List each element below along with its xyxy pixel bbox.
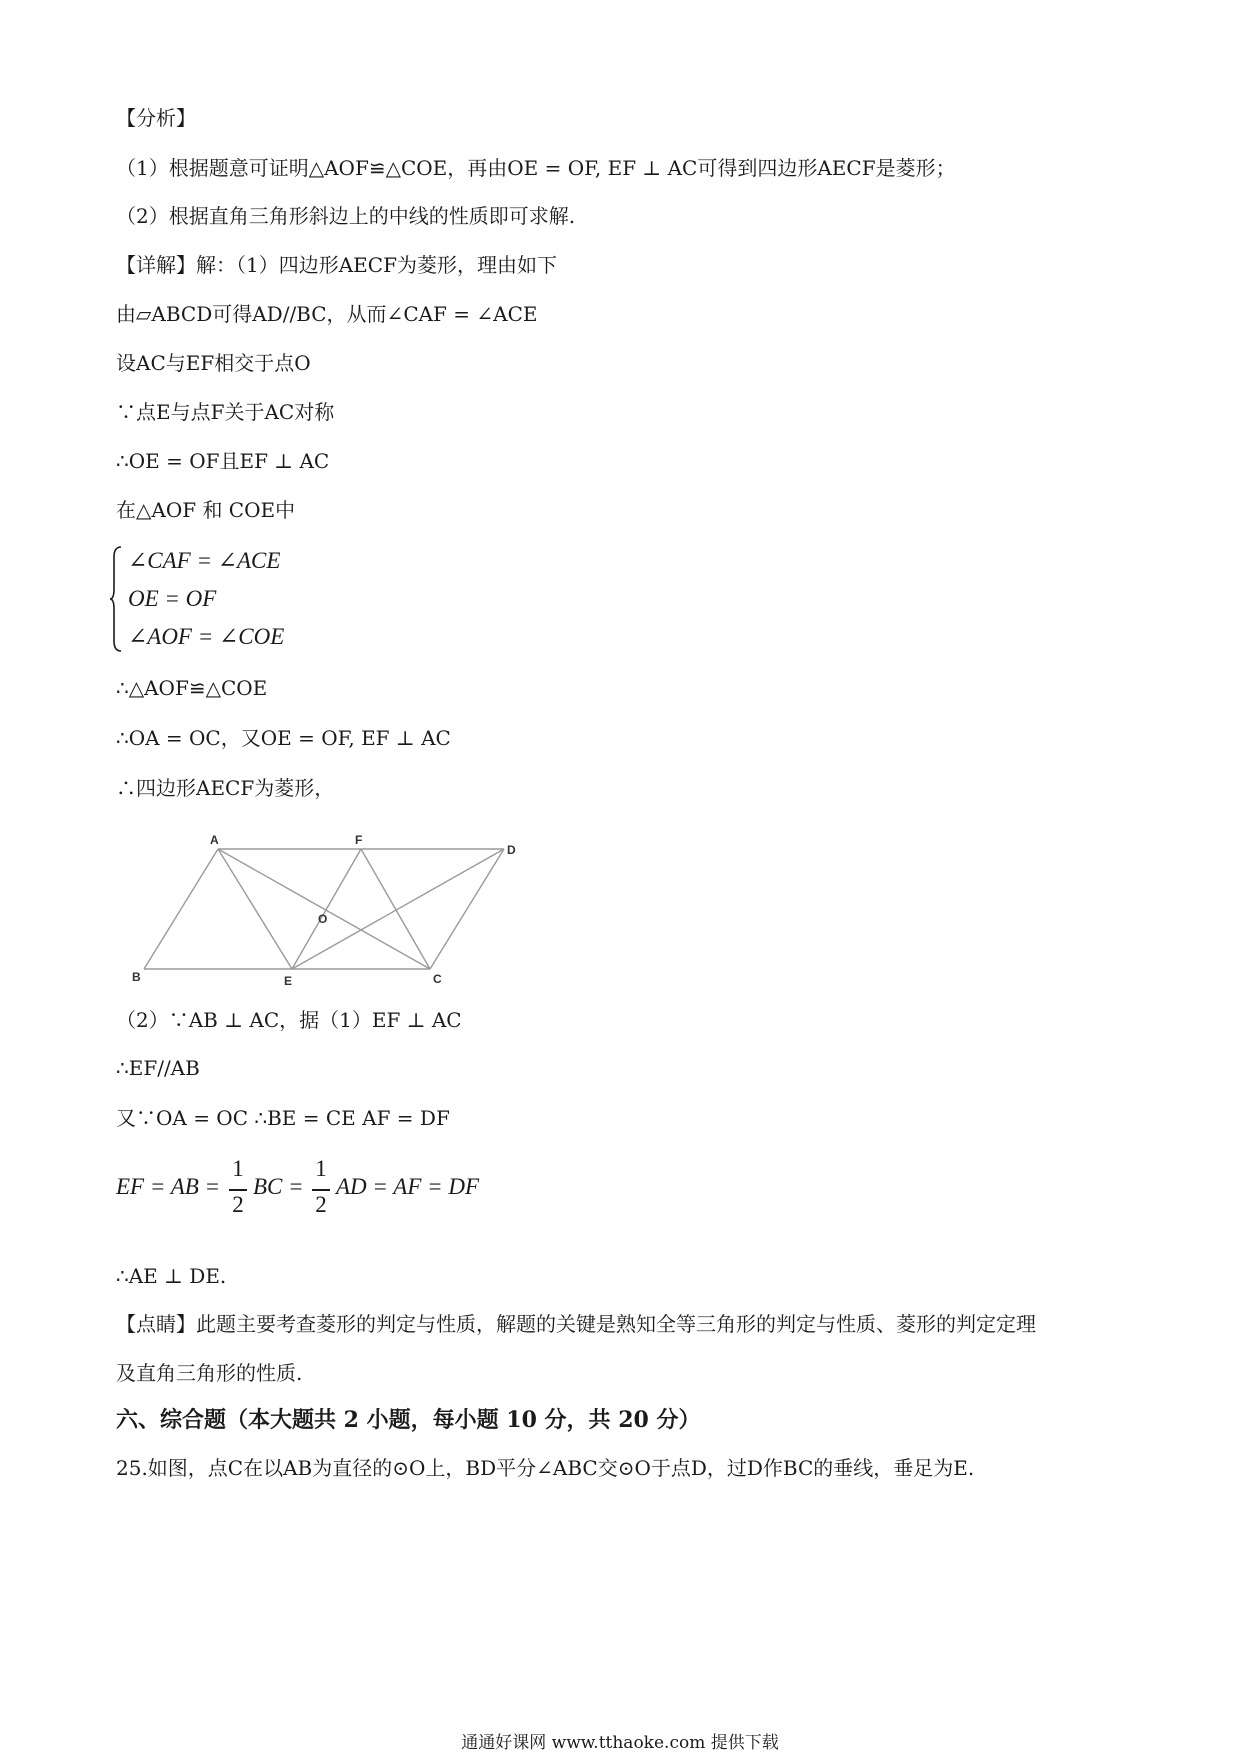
- system-eq-2: OE = OF: [128, 586, 217, 611]
- label-f: F: [355, 833, 363, 847]
- eq-right: AD = AF = DF: [336, 1174, 480, 1199]
- comment-line-1: 【点睛】此题主要考查菱形的判定与性质，解题的关键是熟知全等三角形的判定与性质、菱形的判定定理: [116, 1312, 1036, 1336]
- analysis-heading: 【分析】: [116, 106, 196, 130]
- question-25: 25.如图，点C在以AB为直径的⊙O上，BD平分∠ABC交⊙O于点D，过D作BC的垂线，垂足为E.: [116, 1456, 975, 1480]
- eq-mid: BC =: [253, 1174, 304, 1199]
- part2-line-2: ∴EF//AB: [116, 1056, 200, 1080]
- eq-left: EF = AB =: [116, 1174, 221, 1199]
- segment-ab: [144, 849, 218, 969]
- analysis-step-2: （2）根据直角三角形斜边上的中线的性质即可求解.: [116, 204, 576, 228]
- frac-a-denominator: 2: [232, 1192, 244, 1217]
- detail-line-7: ∴OA = OC，又OE = OF, EF ⊥ AC: [116, 726, 451, 750]
- frac-b-numerator: 1: [315, 1156, 327, 1181]
- detail-line-2: 设AC与EF相交于点O: [116, 351, 311, 375]
- detail-line-1: 由▱ABCD可得AD//BC，从而∠CAF = ∠ACE: [116, 302, 538, 326]
- label-d: D: [507, 843, 516, 857]
- analysis-step-1: （1）根据题意可证明△AOF≌△COE，再由OE = OF, EF ⊥ AC可得到四边形AECF是菱形；: [116, 156, 956, 180]
- frac-a-numerator: 1: [232, 1156, 244, 1181]
- system-eq-3: ∠AOF = ∠COE: [128, 624, 285, 649]
- frac-b-bar: [312, 1189, 330, 1191]
- label-e: E: [284, 974, 293, 988]
- detail-intro: 【详解】解：（1）四边形AECF为菱形，理由如下: [116, 253, 557, 277]
- part2-line-1: （2）∵AB ⊥ AC，据（1）EF ⊥ AC: [116, 1008, 462, 1032]
- system-eq-1: ∠CAF = ∠ACE: [128, 548, 281, 573]
- part2-line-3: 又∵OA = OC ∴BE = CE AF = DF: [116, 1106, 450, 1130]
- detail-line-6: ∴△AOF≌△COE: [116, 676, 268, 700]
- part2-conclusion: ∴AE ⊥ DE.: [116, 1264, 227, 1288]
- detail-line-3: ∵点E与点F关于AC对称: [116, 400, 335, 424]
- label-b: B: [132, 970, 141, 984]
- segment-ef: [292, 849, 361, 969]
- system-brace: [110, 545, 122, 653]
- label-c: C: [433, 972, 442, 986]
- detail-line-5: 在△AOF 和 COE中: [116, 498, 296, 522]
- detail-line-8: ∴四边形AECF为菱形，: [116, 776, 335, 800]
- segment-cd: [430, 849, 504, 969]
- segment-ae: [218, 849, 292, 969]
- section-heading: 六、综合题（本大题共 2 小题，每小题 10 分，共 20 分）: [116, 1407, 701, 1433]
- comment-line-2: 及直角三角形的性质.: [116, 1361, 303, 1385]
- frac-b-denominator: 2: [315, 1192, 327, 1217]
- segment-fc: [361, 849, 430, 969]
- page-footer: 通通好课网 www.tthaoke.com 提供下载: [461, 1733, 779, 1753]
- label-o: O: [318, 912, 328, 926]
- label-a: A: [210, 833, 219, 847]
- parallelogram-figure: [126, 830, 536, 990]
- detail-line-4: ∴OE = OF且EF ⊥ AC: [116, 449, 330, 473]
- frac-a-bar: [229, 1189, 247, 1191]
